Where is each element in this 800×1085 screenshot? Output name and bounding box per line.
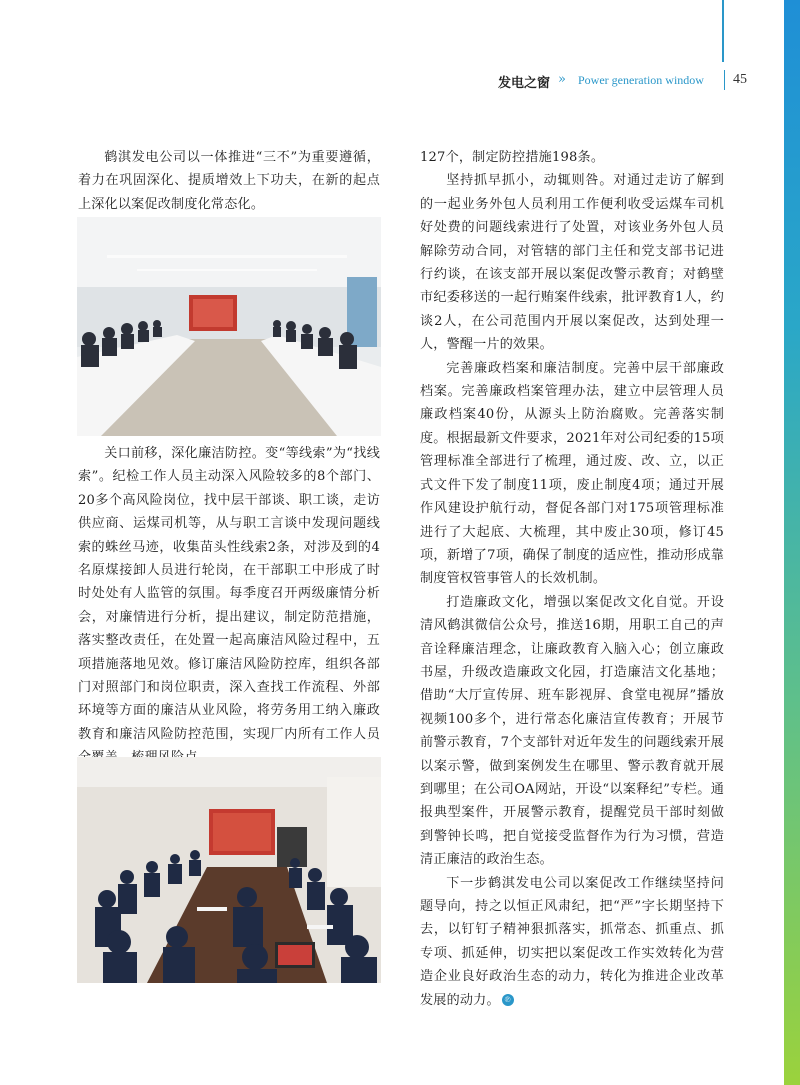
- final-paragraph-text: 下一步鹤淇发电公司以案促改工作继续坚持问题导向，持之以恒正风肃纪，把“严”字长期坚持下去，以钉钉子精神狠抓落实，抓常态、抓重点、抓专项、抓延伸，切实把以案促改工作实效转化为营造企业良好政治生态的动力，转化为推进企业改革发展的动力。: [420, 875, 724, 1008]
- meeting-photo-1-graphic: [77, 217, 381, 436]
- header-divider: [724, 70, 725, 90]
- meeting-photo-2: [77, 757, 381, 983]
- section-title-en: Power generation window: [578, 73, 704, 87]
- right-column: [420, 146, 724, 1012]
- left-column-top: [78, 146, 380, 216]
- body-paragraph: 127个，制定防控措施198条。: [420, 150, 605, 165]
- section-title-cn: 发电之窗: [498, 76, 551, 91]
- body-paragraph: 鹤淇发电公司以一体推进“三不”为重要遵循，着力在巩固深化、提质增效上下功夫，在新的起点上深化以案促改制度化常态化。: [78, 150, 380, 212]
- page-header: [480, 70, 750, 92]
- left-column-body: [78, 442, 380, 770]
- page-number: 45: [733, 72, 747, 87]
- article-end-icon: ℗: [502, 994, 514, 1006]
- header-rule: [722, 0, 724, 62]
- meeting-photo-1: [77, 217, 381, 436]
- body-paragraph: [420, 872, 724, 1012]
- body-paragraph: 完善廉政档案和廉洁制度。完善中层干部廉政档案。完善廉政档案管理办法，建立中层管理人员廉政档案40份，从源头上防治腐败。完善落实制度。根据最新文件要求，2021年对公司纪委的15项管理标准全部进行了梳理，通过废、改、立，以正式文件下发了制度11项，废止制度4项；通过开展作风建设护航行动，督促各部门对175项管理标准进行了大起底、大梳理，其中废止30项，修订45项，新增了7项，确保了制度的适应性，推动形成靠制度管权管事管人的长效机制。: [420, 360, 724, 587]
- side-color-bar: [784, 0, 800, 1085]
- body-paragraph: 坚持抓早抓小，动辄则咎。对通过走访了解到的一起业务外包人员利用工作便利收受运煤车司机好处费的问题线索进行了处置，对该业务外包人员解除劳动合同，对管辖的部门主任和党支部书记进行约谈，在该支部开展以案促改警示教育；对鹤壁市纪委移送的一起行贿案件线索，批评教育1人，约谈2人，在公司范围内开展以案促改，达到处理一人，警醒一片的效果。: [420, 173, 724, 353]
- body-paragraph: 关口前移，深化廉洁防控。变“等线索”为“找线索”。纪检工作人员主动深入风险较多的8个部门、20多个高风险岗位，找中层干部谈、职工谈，走访供应商、运煤司机等，从与职工言谈中发现问题线索的蛛丝马迹，收集苗头性线索2条，对涉及到的4名原煤接卸人员进行轮岗，在干部职工中形成了时时处处有人监管的氛围。每季度召开两级廉情分析会，对廉情进行分析，提出建议，制定防范措施，落实整改责任，在处置一起高廉洁风险过程中，五项措施落地见效。修订廉洁风险防控库，组织各部门对照部门和岗位职责，深入查找工作流程、外部环境等方面的廉洁从业风险，将劳务用工纳入廉政教育和廉洁风险防控范围，实现厂内所有工作人员: [78, 446, 380, 742]
- body-paragraph: 打造廉政文化，增强以案促改文化自觉。开设清风鹤淇微信公众号，推送16期，用职工自己的声音诠释廉洁理念，让廉政教育入脑入心；创立廉政书屋，升级改造廉政文化园，打造廉洁文化基地；借助“大厅宣传屏、班车影视屏、食堂电视屏”播放视频100多个，进行常态化廉洁宣传教育；开展节前警示教育，7个支部针对近年发生的问题线索开展以案示警，做到案例发生在哪里、警示教育就开展到哪里；在公司OA网站，开设“以案释纪”专栏。通报典型案件，开展警示教育，提醒党员干部时刻做到警钟长鸣，把自觉接受监督作为行为习惯，营造清正廉洁的政治生态。: [420, 594, 724, 868]
- meeting-photo-2-graphic: [77, 757, 381, 983]
- double-chevron-icon: »: [558, 72, 566, 87]
